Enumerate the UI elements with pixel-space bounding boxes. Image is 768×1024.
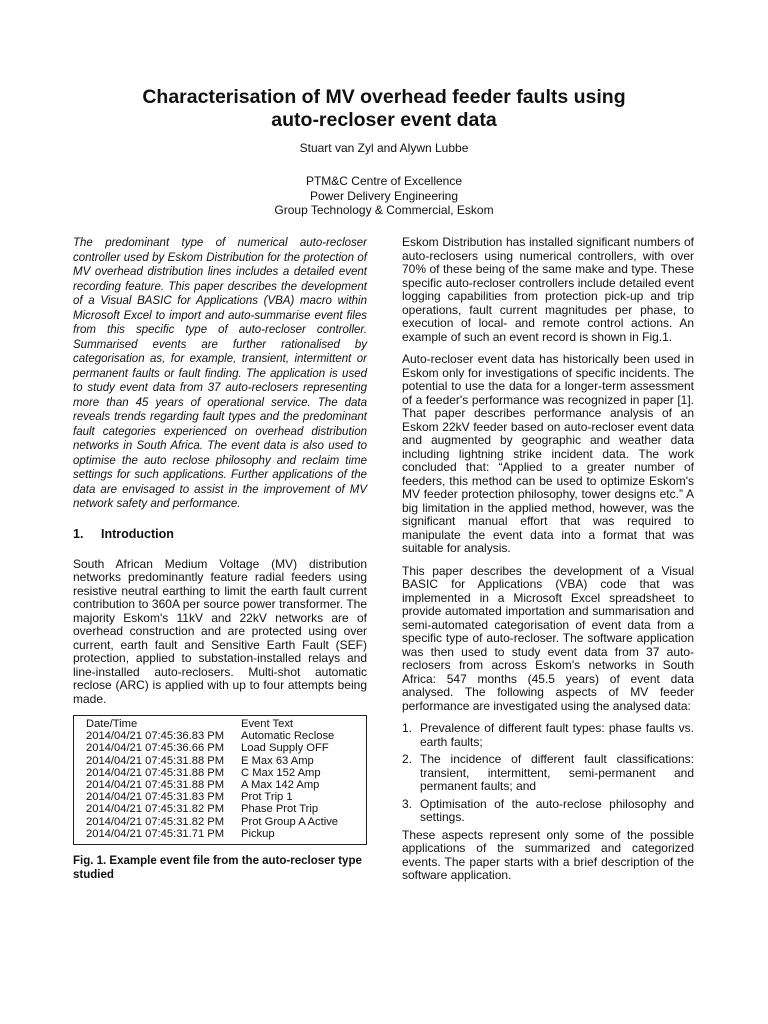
figure-caption: Fig. 1. Example event file from the auto-recloser type studied bbox=[73, 855, 362, 882]
header-datetime: Date/Time bbox=[86, 718, 138, 730]
event-datetime: 2014/04/21 07:45:31.83 PM bbox=[86, 791, 225, 804]
abstract: The predominant type of numerical auto-recloser controller used by Eskom Distribution for the protection of MV overhead distribution lines includes a detailed event recording feature. This paper describes the development of a Visual BASIC for Applications (VBA) macro within Microsoft Excel to import and auto-summarise event files from this specific type of auto-recloser controller. Summarised events are further rationalised by categorisation as, for example, transient, intermittent or permanent faults or fault finding. The application is used to study event data from 37 auto-reclosers representing more than 45 years of operational service. The data reveals trends regarding fault types and the predominant fault categories experienced on overhead distribution networks in South Africa. The event data is also used to optimise the auto reclose philosophy and reclaim time settings for such applications. Further applications of the data are envisaged to assist in the improvement of MV network safety and performance. bbox=[73, 237, 367, 510]
affiliation-line-3: Group Technology & Commercial, Eskom bbox=[274, 203, 494, 217]
table-row bbox=[86, 803, 360, 815]
paragraph-4: These aspects represent only some of the possible applications of the summarized and categorized events. The paper starts with a brief description of the software application. bbox=[402, 827, 694, 882]
event-table-header bbox=[86, 718, 360, 730]
table-row bbox=[86, 779, 360, 791]
table-row bbox=[86, 755, 360, 767]
affiliation-line-2: Power Delivery Engineering bbox=[309, 188, 459, 203]
event-datetime: 2014/04/21 07:45:31.88 PM bbox=[86, 766, 225, 779]
authors: Stuart van Zyl and Alywn Lubbe bbox=[299, 141, 469, 155]
list-text: Optimisation of the auto-reclose philosophy and settings. bbox=[420, 796, 694, 824]
paragraph-3: This paper describes the development of a Visual BASIC for Applications (VBA) code that was implemented in a Microsoft Excel spreadsheet to provide automated importation and summarisation and semi-automated categorisation of event data from a specific type of auto-recloser. The software application was then used to study event data from 37 auto-reclosers from across Eskom's networks in South Africa: 547 months (45.5 years) of event data analysed. The following aspects of MV feeder performance are investigated using the analysed data: bbox=[402, 563, 694, 713]
header-event-text: Event Text bbox=[241, 718, 294, 730]
title-line-2: auto-recloser event data bbox=[271, 109, 497, 131]
affiliation-line-1: PTM&C Centre of Excellence bbox=[305, 174, 463, 188]
event-text: E Max 63 Amp bbox=[241, 754, 314, 767]
list-item bbox=[402, 798, 694, 825]
table-row bbox=[86, 791, 360, 803]
section-heading-introduction bbox=[73, 527, 367, 542]
affiliation bbox=[40, 174, 728, 218]
event-datetime: 2014/04/21 07:45:31.71 PM bbox=[86, 827, 225, 840]
right-column bbox=[402, 236, 694, 892]
event-datetime: 2014/04/21 07:45:31.88 PM bbox=[86, 779, 225, 792]
event-text: C Max 152 Amp bbox=[241, 766, 321, 779]
title-line-1: Characterisation of MV overhead feeder faults using bbox=[142, 86, 626, 108]
list-number: 2. bbox=[402, 752, 413, 766]
paragraph-1: Eskom Distribution has installed significant numbers of auto-reclosers using numerical controllers, with over 70% of these being of the same make and type. These specific auto-recloser controllers include detailed event logging capabilities from protection pick-up and trip operations, fault current magnitudes per phase, to execution of local- and remote control actions. An example of such an event record is shown in Fig.1. bbox=[402, 235, 694, 344]
section-number: 1. bbox=[73, 526, 84, 541]
event-text: Pickup bbox=[241, 827, 275, 840]
event-datetime: 2014/04/21 07:45:31.82 PM bbox=[86, 803, 225, 816]
event-text: Prot Group A Active bbox=[241, 815, 339, 828]
list-item bbox=[402, 753, 694, 794]
event-datetime: 2014/04/21 07:45:36.83 PM bbox=[86, 730, 225, 743]
list-number: 1. bbox=[402, 721, 413, 735]
event-datetime: 2014/04/21 07:45:36.66 PM bbox=[86, 742, 225, 755]
list-text: Prevalence of different fault types: phase faults vs. earth faults; bbox=[420, 721, 694, 749]
event-text: Prot Trip 1 bbox=[241, 791, 293, 804]
table-row bbox=[86, 742, 360, 754]
event-datetime: 2014/04/21 07:45:31.88 PM bbox=[86, 754, 225, 767]
section-title: Introduction bbox=[101, 526, 174, 541]
table-row bbox=[86, 730, 360, 742]
event-datetime: 2014/04/21 07:45:31.82 PM bbox=[86, 815, 225, 828]
paragraph-2: Auto-recloser event data has historically been used in Eskom only for investigations of specific incidents. The potential to use the data for a longer-term assessment of a feeder's performance was recognized in paper [1]. That paper describes performance analysis of an Eskom 22kV feeder based on auto-recloser event data and augmented by geographic and weather data including lightning strike incident data. The work concluded that: “Applied to a greater number of feeders, this method can be used to optimize Eskom's MV feeder protection philosophy, tower designs etc.” A big limitation in the applied method, however, was the significant manual effort that was required to manipulate the event data into a format that was suitable for analysis. bbox=[402, 352, 694, 555]
event-text: Phase Prot Trip bbox=[241, 803, 319, 816]
event-text: Load Supply OFF bbox=[241, 742, 329, 755]
table-row bbox=[86, 816, 360, 828]
event-file-table bbox=[73, 715, 367, 845]
event-text: A Max 142 Amp bbox=[241, 779, 320, 792]
left-column bbox=[73, 236, 367, 882]
paper-title bbox=[40, 86, 728, 132]
aspects-list bbox=[402, 722, 694, 825]
introduction-paragraph: South African Medium Voltage (MV) distribution networks predominantly feature radial feeders using resistive neutral earthing to limit the earth fault current contribution to 360A per source power transformer. The majority Eskom's 11kV and 22kV networks are of overhead construction and are protected using over current, earth fault and Sensitive Earth Fault (SEF) protection, applied to substation-installed relays and line-installed auto-reclosers. Multi-shot automatic reclose (ARC) is applied with up to four attempts being made. bbox=[73, 556, 367, 706]
event-text: Automatic Reclose bbox=[241, 730, 335, 743]
table-row bbox=[86, 767, 360, 779]
list-text: The incidence of different fault classifications: transient, intermittent, semi-permanent and permanent faults; and bbox=[420, 752, 694, 793]
list-item bbox=[402, 722, 694, 749]
table-row bbox=[86, 828, 360, 840]
list-number: 3. bbox=[402, 796, 413, 811]
